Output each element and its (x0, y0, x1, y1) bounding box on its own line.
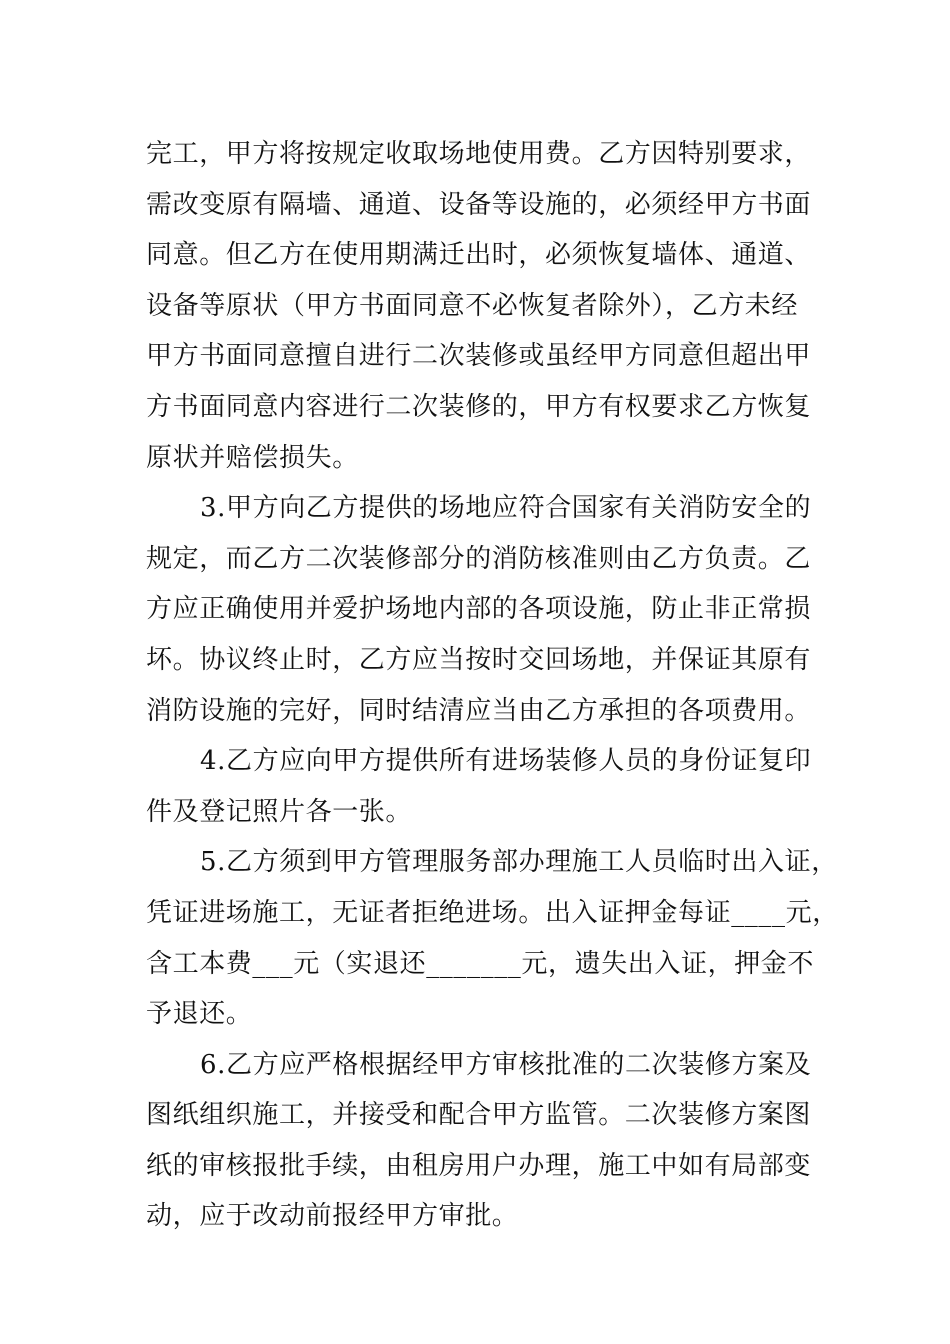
paragraph-6-start: 6.乙方应严格根据经甲方审核批准的二次装修方案及 (200, 1049, 812, 1080)
text-line: 件及登记照片各一张。 (146, 796, 413, 827)
text-line: 需改变原有隔墙、通道、设备等设施的，必须经甲方书面 (146, 189, 812, 220)
paragraph-3-start: 3.甲方向乙方提供的场地应符合国家有关消防安全的 (200, 493, 812, 524)
text-line: 动，应于改动前报经甲方审批。 (146, 1201, 519, 1232)
text-line: 纸的审核报批手续，由租房用户办理，施工中如有局部变 (146, 1150, 812, 1181)
text-line: 设备等原状（甲方书面同意不必恢复者除外），乙方未经 (146, 290, 799, 321)
text-line: 方应正确使用并爱护场地内部的各项设施，防止非正常损 (146, 594, 812, 625)
text-line: 甲方书面同意擅自进行二次装修或虽经甲方同意但超出甲 (146, 341, 812, 372)
text-line: 含工本费___元（实退还_______元，遗失出入证，押金不 (146, 948, 815, 979)
paragraph-5-start: 5.乙方须到甲方管理服务部办理施工人员临时出入证， (200, 847, 838, 878)
text-line: 完工，甲方将按规定收取场地使用费。乙方因特别要求， (146, 139, 812, 169)
text-line: 方书面同意内容进行二次装修的，甲方有权要求乙方恢复 (146, 391, 812, 422)
text-line: 同意。但乙方在使用期满迁出时，必须恢复墙体、通道、 (146, 240, 812, 271)
paragraph-4-start: 4.乙方应向甲方提供所有进场装修人员的身份证复印 (200, 746, 812, 777)
text-line: 规定，而乙方二次装修部分的消防核准则由乙方负责。乙 (146, 543, 812, 574)
text-line: 坏。协议终止时，乙方应当按时交回场地，并保证其原有 (146, 644, 812, 675)
text-line: 予退还。 (146, 999, 253, 1030)
document-body (146, 129, 839, 1242)
text-line: 消防设施的完好，同时结清应当由乙方承担的各项费用。 (146, 695, 812, 726)
text-line: 原状并赔偿损失。 (146, 442, 359, 473)
text-line: 图纸组织施工，并接受和配合甲方监管。二次装修方案图 (146, 1100, 812, 1131)
text-line: 凭证进场施工，无证者拒绝进场。出入证押金每证____元， (146, 897, 839, 928)
